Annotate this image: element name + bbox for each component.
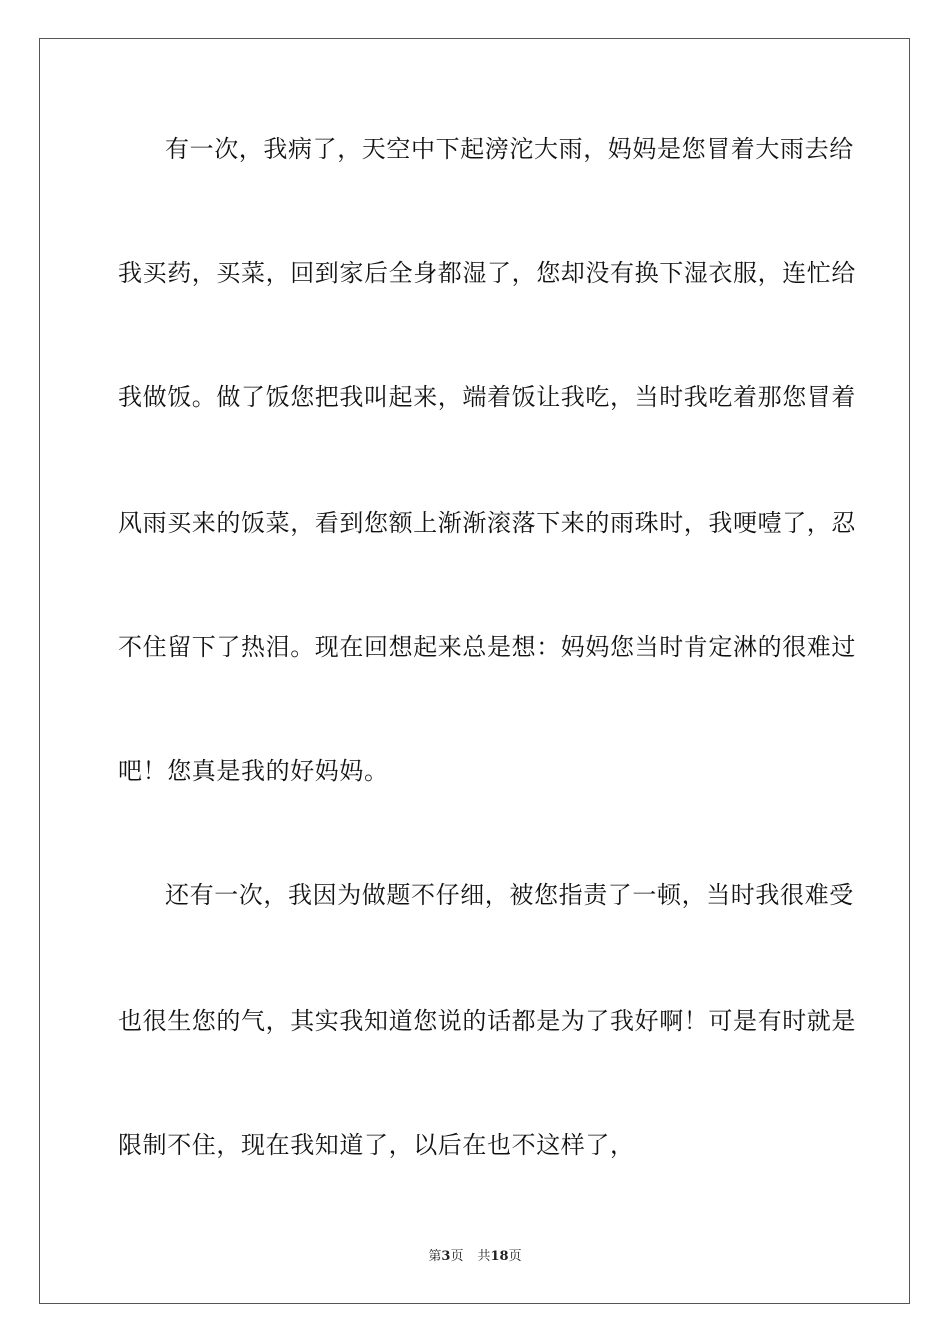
paragraph-1-line-1: 有一次，我病了，天空中下起滂沱大雨，妈妈是您冒着大雨去给 — [165, 135, 854, 163]
total-prefix: 共 — [477, 1249, 491, 1264]
paragraph-2-line-1: 还有一次，我因为做题不仔细，被您指责了一顿，当时我很难受 — [165, 881, 854, 909]
page-footer — [0, 1248, 950, 1266]
page-suffix: 页 — [450, 1249, 464, 1264]
paragraph-1-line-5: 不住留下了热泪。现在回想起来总是想：妈妈您当时肯定淋的很难过 — [118, 633, 856, 661]
paragraph-2-line-3: 限制不住，现在我知道了，以后在也不这样了， — [118, 1131, 635, 1159]
paragraph-1-line-3: 我做饭。做了饭您把我叫起来，端着饭让我吃，当时我吃着那您冒着 — [118, 383, 856, 411]
page-number: 3 — [441, 1249, 451, 1264]
total-suffix: 页 — [508, 1249, 522, 1264]
paragraph-1-line-2: 我买药，买菜，回到家后全身都湿了，您却没有换下湿衣服，连忙给 — [118, 259, 856, 287]
paragraph-1-line-4: 风雨买来的饭菜，看到您额上渐渐滚落下来的雨珠时，我哽噎了，忍 — [118, 509, 856, 537]
total-pages: 18 — [490, 1249, 509, 1264]
paragraph-1-line-6: 吧！您真是我的好妈妈。 — [118, 757, 389, 785]
page-border — [39, 38, 910, 1304]
paragraph-2-line-2: 也很生您的气，其实我知道您说的话都是为了我好啊！可是有时就是 — [118, 1007, 856, 1035]
page-prefix: 第 — [428, 1249, 442, 1264]
